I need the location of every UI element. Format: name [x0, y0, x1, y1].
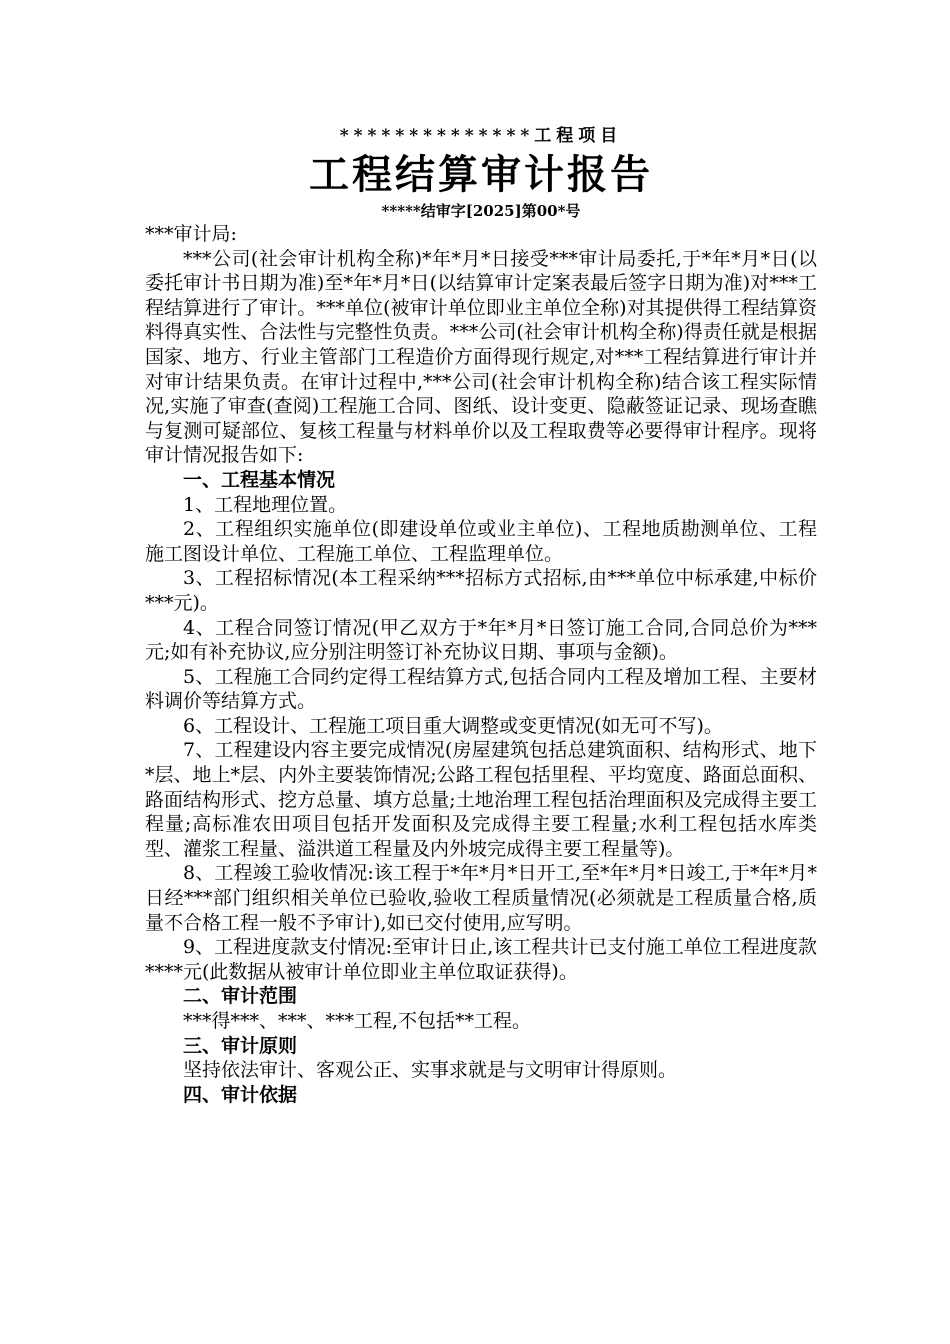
list-item: 6、工程设计、工程施工项目重大调整或变更情况(如无可不写)。	[183, 714, 723, 737]
document-number: *****结审字[2025]第00*号	[381, 202, 581, 220]
list-item: 8、工程竣工验收情况:该工程于*年*月*日开工,至*年*月*日竣工,于*年*月*日经***部门组织相关单位已验收,验收工程质量情况(必须就是工程质量合格,质量不合格工程一般不予审计),如已交付使用,应写明。	[145, 862, 817, 934]
scope-text: ***得***、***、***工程,不包括**工程。	[183, 1010, 532, 1032]
list-item: 5、工程施工合同约定得工程结算方式,包括合同内工程及增加工程、主要材料调价等结算方式。	[145, 665, 817, 713]
section-heading-scope: 二、审计范围	[183, 985, 298, 1008]
list-item: 3、工程招标情况(本工程采纳***招标方式招标,由***单位中标承建,中标价***元)。	[145, 567, 817, 614]
list-item: 1、工程地理位置。	[183, 493, 348, 516]
section-heading-basis: 四、审计依据	[183, 1083, 298, 1106]
intro-paragraph: ***公司(社会审计机构全称)*年*月*日接受***审计局委托,于*年*月*日(以委托审计书日期为准)至*年*月*日(以结算审计定案表最后签字日期为准)对***工程结算进行了审计。***单位(被审计单位即业主单位全称)对其提供得工程结算资料得真实性、合法性与完整性负责。***公司(社会审计机构全称)得责任就是根据国家、地方、行业主管部门工程造价方面得现行规定,对***工程结算进行审计并对审计结果负责。在审计过程中,***公司(社会审计机构全称)结合该工程实际情况,实施了审查(查阅)工程施工合同、图纸、设计变更、隐蔽签证记录、现场查瞧与复测可疑部位、复核工程量与材料单价以及工程取费等必要得审计程序。现将审计情况报告如下:	[145, 247, 817, 467]
project-line: **************工程项目	[339, 126, 623, 146]
page-title: 工程结算审计报告	[309, 151, 653, 198]
list-item: 2、工程组织实施单位(即建设单位或业主单位)、工程地质勘测单位、工程施工图设计单位、工程施工单位、工程监理单位。	[145, 518, 817, 565]
addressee: ***审计局:	[145, 223, 237, 245]
report-body	[145, 222, 817, 1107]
section-heading-principles: 三、审计原则	[183, 1034, 298, 1057]
principles-text: 坚持依法审计、客观公正、实事求就是与文明审计得原则。	[183, 1059, 678, 1082]
list-item: 7、工程建设内容主要完成情况(房屋建筑包括总建筑面积、结构形式、地下*层、地上*层、内外主要装饰情况;公路工程包括里程、平均宽度、路面总面积、路面结构形式、挖方总量、填方总量;土地治理工程包括治理面积及完成得主要工程量;高标准农田项目包括开发面积及完成得主要工程量;水利工程包括水库类型、灌浆工程量、溢洪道工程量及内外坡完成得主要工程量等)。	[145, 739, 817, 860]
list-item: 4、工程合同签订情况(甲乙双方于*年*月*日签订施工合同,合同总价为***元;如有补充协议,应分别注明签订补充协议日期、事项与金额)。	[145, 616, 817, 664]
section-heading-basic-info: 一、工程基本情况	[183, 468, 336, 491]
list-item: 9、工程进度款支付情况:至审计日止,该工程共计已支付施工单位工程进度款****元(此数据从被审计单位即业主单位取证获得)。	[145, 936, 817, 983]
document-page	[145, 122, 817, 1107]
